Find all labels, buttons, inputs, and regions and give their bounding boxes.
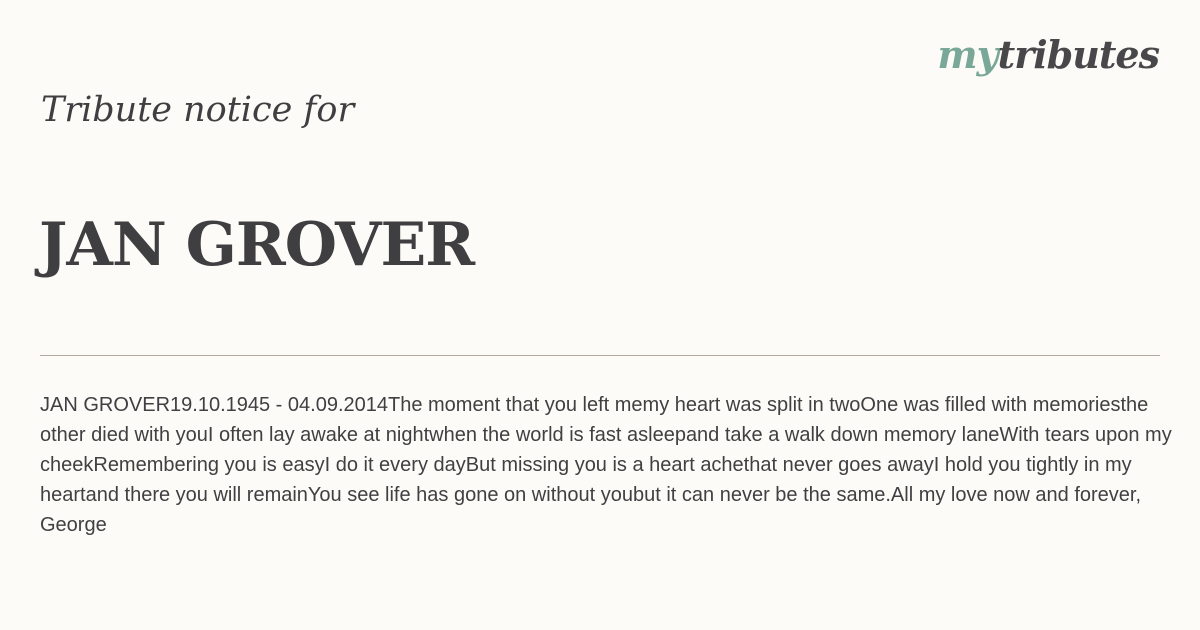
tribute-message: JAN GROVER19.10.1945 - 04.09.2014The moment that you left memy heart was split in twoOne was filled with memoriesthe other died with youI often lay awake at nightwhen the world is fast asleepand take a walk down memory laneWith tears upon my cheekRemembering you is easyI do it every dayBut missing you is a heart achethat never goes awayI hold you tightly in my heartand there you will remainYou see life has gone on without youbut it can never be the same.All my love now and forever, George [40, 394, 1172, 536]
section-divider [40, 355, 1160, 356]
mytributes-logo[interactable] [937, 32, 1159, 77]
tribute-subtitle: Tribute notice for [41, 90, 355, 130]
logo-suffix: tributes [997, 32, 1159, 77]
logo-prefix: my [937, 32, 998, 77]
deceased-name: JAN GROVER [39, 210, 475, 280]
